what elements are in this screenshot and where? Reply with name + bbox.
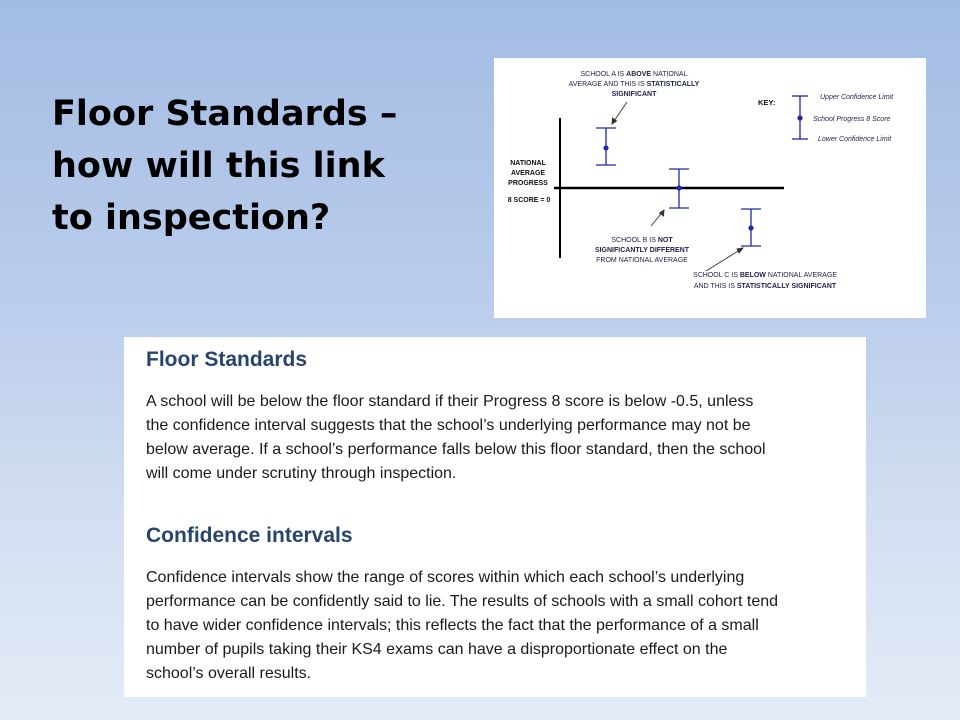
key-score-label: School Progress 8 Score: [813, 116, 891, 123]
key-title: KEY:: [758, 98, 776, 107]
confidence-intervals-heading: Confidence intervals: [146, 524, 353, 547]
paragraph-line: below average. If a school’s performance falls below this floor standard, then the school: [146, 441, 766, 458]
paragraph-line: school’s overall results.: [146, 665, 312, 682]
slide-title: [52, 88, 472, 244]
key-interval-icon: [792, 96, 808, 139]
key-upper-label: Upper Confidence Limit: [820, 94, 894, 101]
slide-title-line: Floor Standards –: [52, 94, 398, 134]
document-excerpt: [124, 337, 866, 697]
school-c-interval: [741, 209, 761, 246]
school-a-annotation: SCHOOL A IS ABOVE NATIONAL AVERAGE AND THIS IS STATISTICALLY SIGNIFICANT: [568, 71, 700, 98]
confidence-intervals-paragraph: [146, 566, 866, 686]
diagram-canvas: [494, 58, 926, 318]
paragraph-line: to have wider confidence intervals; this reflects the fact that the performance of a small: [146, 617, 759, 634]
paragraph-line: Confidence intervals show the range of scores within which each school’s underlying: [146, 569, 745, 586]
school-b-annotation: SCHOOL B IS NOT SIGNIFICANTLY DIFFERENT FROM NATIONAL AVERAGE: [594, 237, 690, 264]
paragraph-line: will come under scrutiny through inspection.: [146, 465, 457, 482]
national-label: NATIONAL AVERAGE PROGRESS 8 SCORE = 0: [507, 160, 551, 204]
paragraph-line: performance can be confidently said to lie. The results of schools with a small cohort tend: [146, 593, 779, 610]
confidence-interval-diagram: [494, 58, 926, 318]
floor-standards-heading: Floor Standards: [146, 348, 308, 371]
school-a-interval: [596, 128, 616, 165]
floor-standards-paragraph: [146, 390, 866, 486]
paragraph-line: number of pupils taking their KS4 exams can have a disproportionate effect on the: [146, 641, 728, 658]
slide-title-line: to inspection?: [52, 198, 331, 238]
school-c-arrowhead: [737, 248, 743, 253]
school-c-annotation: SCHOOL C IS BELOW NATIONAL AVERAGE AND THIS IS STATISTICALLY SIGNIFICANT: [693, 272, 837, 290]
paragraph-line: A school will be below the floor standard if their Progress 8 score is below -0.5, unless: [146, 393, 754, 410]
slide-title-line: how will this link: [52, 146, 385, 186]
school-c-pointer: [706, 248, 743, 271]
paragraph-line: the confidence interval suggests that the school’s underlying performance may not be: [146, 417, 751, 434]
key-lower-label: Lower Confidence Limit: [818, 136, 892, 143]
